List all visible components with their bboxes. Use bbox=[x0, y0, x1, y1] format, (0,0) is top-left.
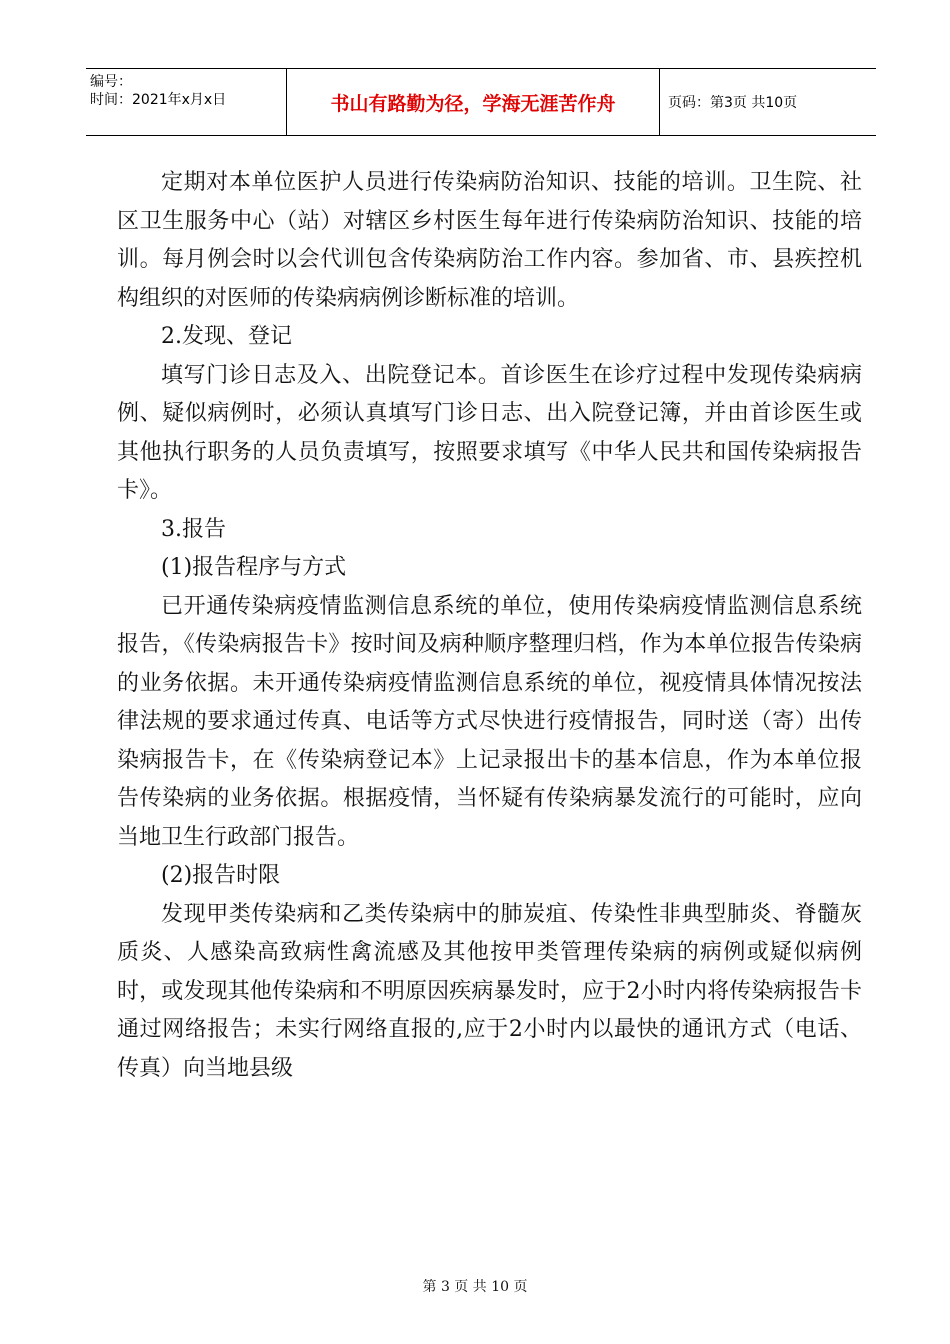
header-page-info: 页码：第3页 共10页 bbox=[668, 95, 798, 111]
section-heading: 3.报告 bbox=[161, 516, 226, 542]
time-label: 时间：2021年x月x日 bbox=[90, 92, 227, 108]
subsection-heading: (1)报告程序与方式 bbox=[161, 555, 347, 580]
page-footer: 第 3 页 共 10 页 bbox=[422, 1279, 528, 1295]
paragraph: 已开通传染病疫情监测信息系统的单位，使用传染病疫情监测信息系统报告，《传染病报告卡》按时间及病种顺序整理归档，作为本单位报告传染病的业务依据。未开通传染病疫情监测信息系统的单位，视疫情具体情况按法律法规的要求通过传真、电话等方式尽快进行疫情报告，同时送（寄）出传染病报告卡，在《传染病登记本》上记录报出卡的基本信息，作为本单位报告传染病的业务依据。根据疫情，当怀疑有传染病暴发流行的可能时，应向当地卫生行政部门报告。 bbox=[117, 593, 862, 850]
page-header bbox=[86, 68, 876, 136]
subsection-heading: (2)报告时限 bbox=[161, 863, 281, 888]
header-meta bbox=[86, 69, 286, 135]
number-label: 编号： bbox=[90, 74, 132, 90]
paragraph: 定期对本单位医护人员进行传染病防治知识、技能的培训。卫生院、社区卫生服务中心（站）对辖区乡村医生每年进行传染病防治知识、技能的培训。每月例会时以会代训包含传染病防治工作内容。参加省、市、县疾控机构组织的对医师的传染病病例诊断标准的培训。 bbox=[117, 170, 862, 311]
header-motto: 书山有路勤为径，学海无涯苦作舟 bbox=[286, 69, 660, 135]
paragraph: 发现甲类传染病和乙类传染病中的肺炭疽、传染性非典型肺炎、脊髓灰质炎、人感染高致病性禽流感及其他按甲类管理传染病的病例或疑似病例时，或发现其他传染病和不明原因疾病暴发时，应于2小时内将传染病报告卡通过网络报告；未实行网络直报的,应于2小时内以最快的通讯方式（电话、传真）向当地县级 bbox=[117, 901, 862, 1081]
document-body bbox=[117, 164, 862, 1088]
section-heading: 2.发现、登记 bbox=[161, 324, 292, 349]
paragraph: 填写门诊日志及入、出院登记本。首诊医生在诊疗过程中发现传染病病例、疑似病例时，必须认真填写门诊日志、出入院登记簿，并由首诊医生或其他执行职务的人员负责填写，按照要求填写《中华人民共和国传染病报告卡》。 bbox=[117, 362, 862, 503]
